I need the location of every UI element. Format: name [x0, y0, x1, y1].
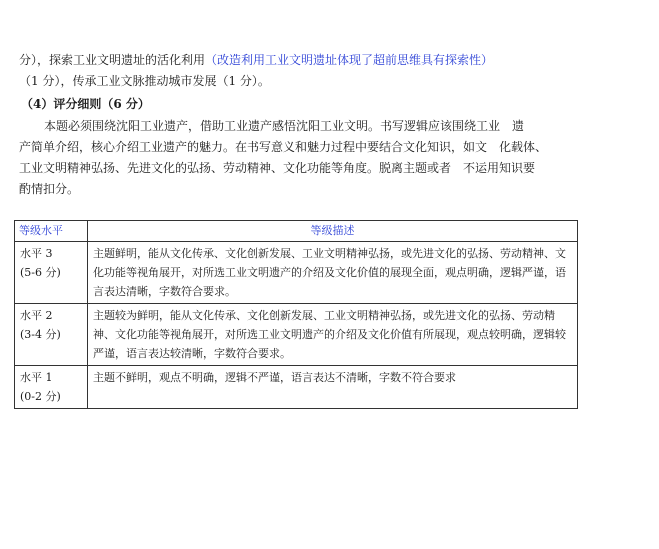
criteria-line-4: 酌情扣分。 — [19, 182, 80, 196]
level-label: 水平 2 — [20, 309, 53, 322]
level-cell — [15, 242, 88, 304]
level-label: 水平 3 — [20, 247, 53, 260]
table-row — [15, 304, 578, 366]
criteria-line-3: 工业文明精神弘扬、先进文化的弘扬、劳动精神、文化功能等角度。脱离主题或者 不运用知识要 — [19, 161, 536, 175]
table-row — [15, 242, 578, 304]
level-range: (5-6 分) — [20, 266, 61, 279]
description-cell: 主题鲜明，能从文化传承、文化创新发展、工业文明精神弘扬，或先进文化的弘扬、劳动精神、文化功能等视角展开，对所选工业文明遗产的介绍及文化价值的展现全面，观点明确，逻辑严谨，语言表达清晰，字数符合要求。 — [88, 242, 578, 304]
paragraph-line-2 — [19, 73, 270, 89]
header-description: 等级描述 — [88, 221, 578, 242]
grading-table — [14, 220, 578, 409]
level-label: 水平 1 — [20, 371, 53, 384]
table-row — [15, 366, 578, 409]
answer-text: 分），探索工业文明遗址的活化利用 — [19, 53, 206, 67]
table-header-row — [15, 221, 578, 242]
criteria-line-2: 产简单介绍，核心介绍工业遗产的魅力。在书写意义和魅力过程中要结合文化知识，如文 化载体、 — [19, 140, 548, 154]
level-range: (0-2 分) — [20, 390, 61, 403]
description-cell: 主题不鲜明，观点不明确，逻辑不严谨，语言表达不清晰，字数不符合要求 — [88, 366, 578, 409]
criteria-line-1: 本题必须围绕沈阳工业遗产，借助工业遗产感悟沈阳工业文明。书写逻辑应该围绕工业 遗 — [44, 119, 525, 133]
answer-text-2: （1 分），传承工业文脉推动城市发展（1 分）。 — [19, 74, 270, 88]
level-cell — [15, 366, 88, 409]
description-cell: 主题较为鲜明，能从文化传承、文化创新发展、工业文明精神弘扬，或先进文化的弘扬、劳动精神、文化功能等视角展开，对所选工业文明遗产的介绍及文化价值有所展现，观点较明确，逻辑较严谨，语言表达较清晰，字数符合要求。 — [88, 304, 578, 366]
header-level: 等级水平 — [15, 221, 88, 242]
section-heading: （4）评分细则（6 分） — [21, 97, 150, 111]
paragraph-line-1 — [19, 52, 493, 68]
level-cell — [15, 304, 88, 366]
level-range: (3-4 分) — [20, 328, 61, 341]
answer-note-blue: （改造利用工业文明遗址体现了超前思维具有探索性） — [205, 53, 494, 67]
